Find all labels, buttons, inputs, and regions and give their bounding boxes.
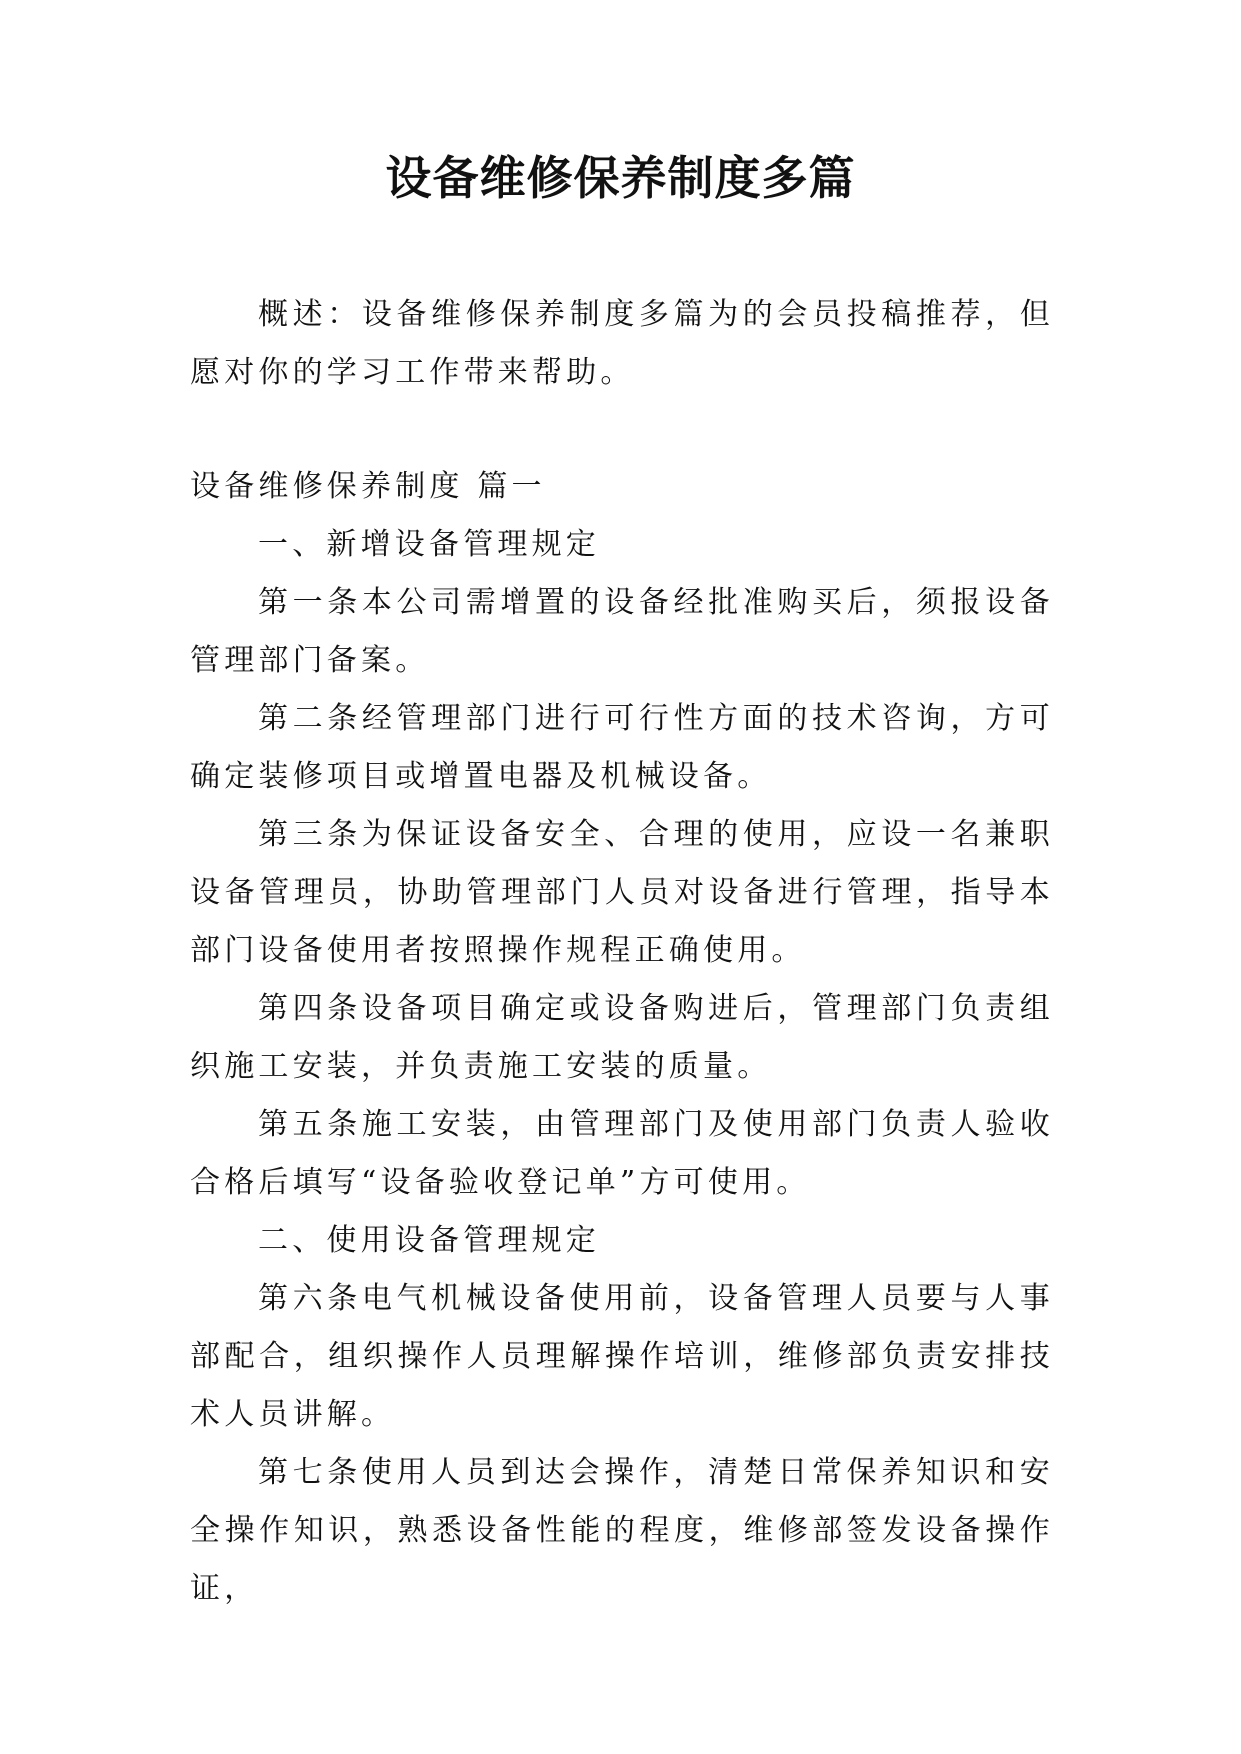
paragraph-2: 第一条本公司需增置的设备经批准购买后，须报设备管理部门备案。 <box>190 585 1054 678</box>
paragraph-4: 第三条为保证设备安全、合理的使用，应设一名兼职设备管理员，协助管理部门人员对设备进行管理，指导本部门设备使用者按照操作规程正确使用。 <box>190 817 1054 968</box>
paragraph-8: 第六条电气机械设备使用前，设备管理人员要与人事部配合，组织操作人员理解操作培训，维修部负责安排技术人员讲解。 <box>190 1281 1054 1432</box>
paragraph-6: 第五条施工安装，由管理部门及使用部门负责人验收合格后填写“设备验收登记单”方可使用。 <box>190 1107 1054 1200</box>
section-heading: 设备维修保养制度 篇一 <box>190 469 546 504</box>
summary-block <box>190 286 1054 402</box>
paragraph-3: 第二条经管理部门进行可行性方面的技术咨询，方可确定装修项目或增置电器及机械设备。 <box>190 701 1054 794</box>
summary-paragraph: 概述：设备维修保养制度多篇为的会员投稿推荐，但愿对你的学习工作带来帮助。 <box>190 297 1054 390</box>
content-block <box>190 458 1054 1618</box>
paragraph-9: 第七条使用人员到达会操作，清楚日常保养知识和安全操作知识，熟悉设备性能的程度，维修部签发设备操作证， <box>190 1455 1054 1606</box>
document-title: 设备维修保养制度多篇 <box>385 151 856 205</box>
paragraph-5: 第四条设备项目确定或设备购进后，管理部门负责组织施工安装，并负责施工安装的质量。 <box>190 991 1054 1084</box>
paragraph-7: 二、使用设备管理规定 <box>258 1223 600 1258</box>
paragraph-1: 一、新增设备管理规定 <box>258 527 600 562</box>
